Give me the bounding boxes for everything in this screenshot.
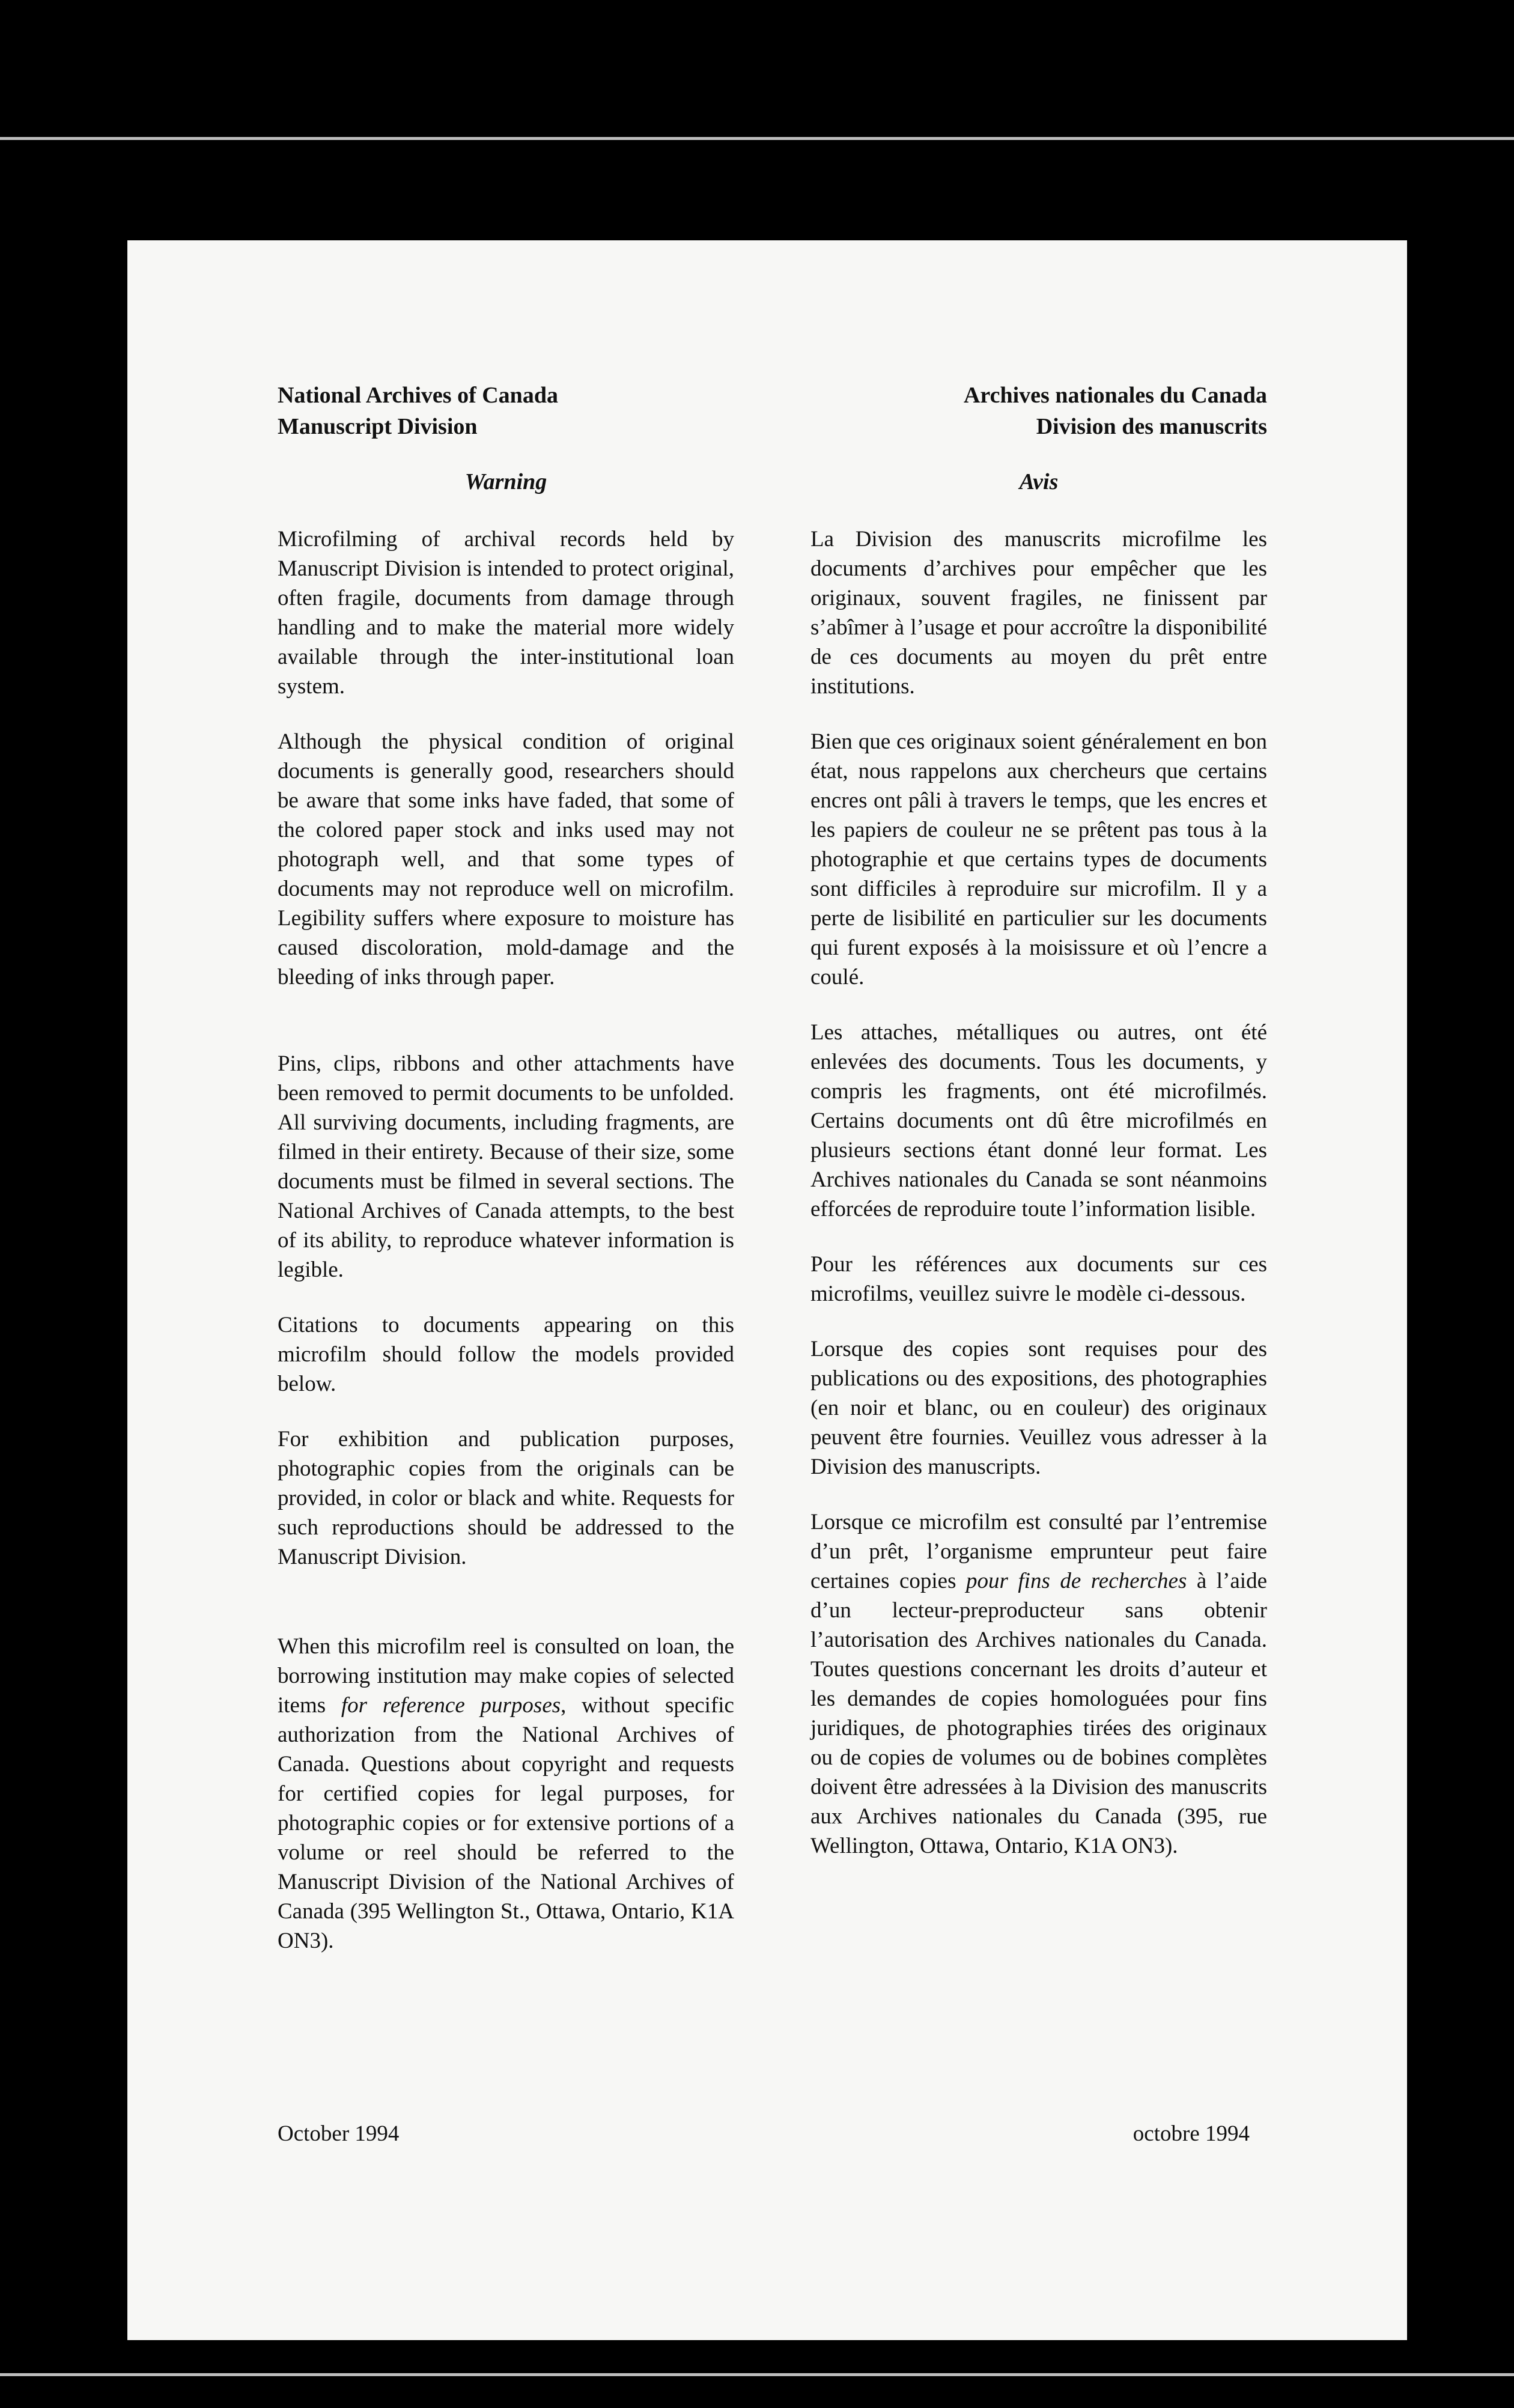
english-header (278, 380, 734, 442)
french-header (810, 380, 1267, 442)
french-paragraph-6-start: Lorsque ce microfilm est consulté par l’entremise d’un prêt, l’organisme emprunteur peut faire certaines copies (810, 1510, 1267, 1593)
english-date: October 1994 (278, 2121, 400, 2146)
english-institution: National Archives of Canada (278, 383, 558, 408)
french-division: Division des manuscrits (1036, 414, 1267, 439)
english-paragraph-6-start: When this microfilm reel is consulted on loan, the borrowing institution may make copies of selected items (278, 1634, 734, 1718)
french-paragraph-3: Les attaches, métalliques ou autres, ont été enlevées des documents. Tous les documents, y compris les fragments, ont été microfilmés. Certains documents ont dû être microfilmés en plusieurs sections étant donné leur format. Les Archives nationales du Canada se sont néanmoins efforcées de reproduire toute l’information lisible. (810, 1020, 1267, 1221)
english-title: Warning (464, 469, 547, 494)
french-title: Avis (1019, 469, 1059, 494)
french-institution: Archives nationales du Canada (963, 383, 1267, 408)
french-paragraph-5: Lorsque des copies sont requises pour des publications ou des expositions, des photographies (en noir et blanc, ou en couleur) des originaux peuvent être fournies. Veuillez vous adresser à la Division des manuscripts. (810, 1337, 1267, 1479)
english-paragraph-2: Although the physical condition of original documents is generally good, researchers should be aware that some inks have faded, that some of the colored paper stock and inks used may not photograph well, and that some types of documents may not reproduce well on microfilm. Legibility suffers where exposure to moisture has caused discoloration, mold-damage and the bleeding of inks through paper. (278, 729, 734, 990)
english-paragraph-6-end: , without specific authorization from the National Archives of Canada. Questions about copyright and requests for certified copies for legal purposes, for photographic copies or for extensive portions of a volume or reel should be referred to the Manuscript Division of the National Archives of Canada (395 Wellington St., Ottawa, Ontario, K1A ON3). (278, 1693, 734, 1953)
scan-border-bottom (0, 2373, 1514, 2376)
document-page (127, 240, 1407, 2340)
english-paragraph-5: For exhibition and publication purposes, photographic copies from the originals can be provided, in color or black and white. Requests for such reproductions should be addressed to the Manuscript Division. (278, 1427, 734, 1569)
scan-border-top (0, 137, 1514, 140)
french-paragraph-4: Pour les références aux documents sur ces microfilms, veuillez suivre le modèle ci-dessous. (810, 1252, 1267, 1306)
english-paragraph-6 (278, 1632, 734, 1956)
french-paragraph-2: Bien que ces originaux soient généralement en bon état, nous rappelons aux chercheurs que certains encres ont pâli à travers le temps, que les encres et les papiers de couleur ne se prêtent pas tous à la photographie et que certains types de documents sont difficiles à reproduire sur microfilm. Il y a perte de lisibilité en particulier sur les documents qui furent exposés à la moisissure et où l’encre a coulé. (810, 729, 1267, 990)
french-date: octobre 1994 (1132, 2121, 1250, 2146)
french-paragraph-6-emphasis: pour fins de recherches (966, 1569, 1187, 1593)
french-paragraph-6-end: à l’aide d’un lecteur-preproducteur sans obtenir l’autorisation des Archives nationales du Canada. Toutes questions concernant les droits d’auteur et les demandes de copies homologuées pour fins juridiques, de photographies tirées des originaux ou de copies de volumes ou de bobines complètes doivent être adressées à la Division des manuscrits aux Archives nationales du Canada (395, rue Wellington, Ottawa, Ontario, K1A ON3). (810, 1569, 1267, 1858)
french-column (810, 380, 1267, 1887)
french-paragraph-6 (810, 1507, 1267, 1861)
french-paragraph-1: La Division des manuscrits microfilme les documents d’archives pour empêcher que les originaux, souvent fragiles, ne finissent par s’abîmer à l’usage et pour accroître la disponibilité de ces documents au moyen du prêt entre institutions. (810, 527, 1267, 699)
english-column (278, 380, 734, 1981)
english-division: Manuscript Division (278, 414, 478, 439)
english-paragraph-1: Microfilming of archival records held by Manuscript Division is intended to protect original, often fragile, documents from damage through handling and to make the material more widely available through the inter-institutional loan system. (278, 527, 734, 699)
english-paragraph-4: Citations to documents appearing on this microfilm should follow the models provided below. (278, 1313, 734, 1396)
english-paragraph-3: Pins, clips, ribbons and other attachments have been removed to permit documents to be unfolded. All surviving documents, including fragments, are filmed in their entirety. Because of their size, some documents must be filmed in several sections. The National Archives of Canada attempts, to the best of its ability, to reproduce whatever information is legible. (278, 1051, 734, 1282)
english-paragraph-6-emphasis: for reference purposes (341, 1693, 561, 1718)
